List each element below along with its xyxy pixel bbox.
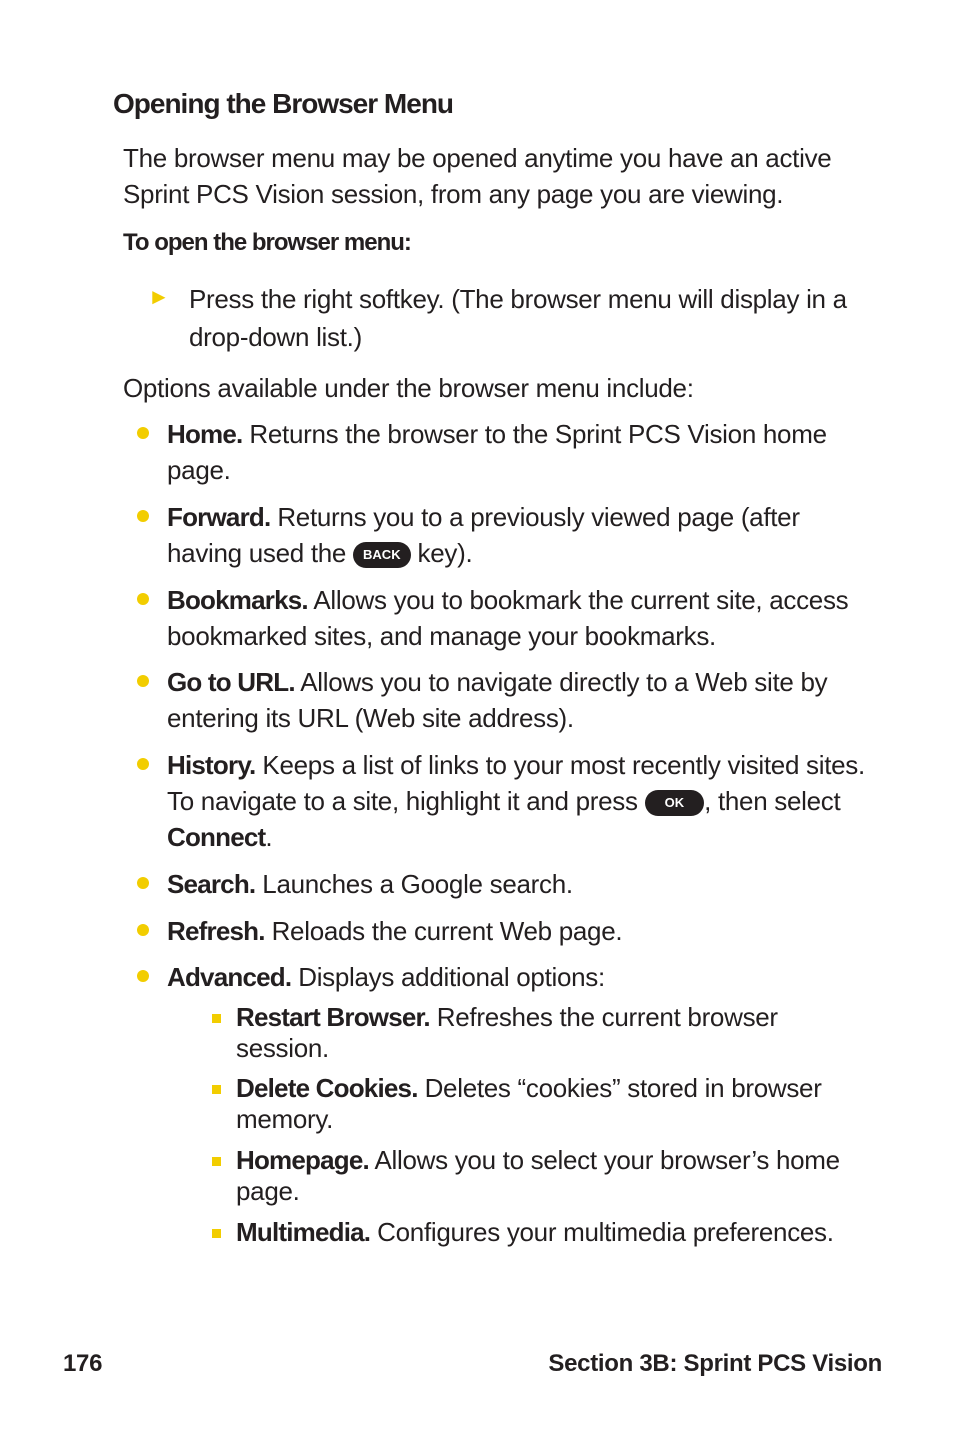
arrow-bullet-icon: ► xyxy=(148,284,170,309)
list-item-forward xyxy=(167,499,867,571)
sub-item-term: Homepage. xyxy=(236,1145,369,1175)
connect-label: Connect xyxy=(167,822,266,852)
bullet-icon xyxy=(137,758,149,770)
item-text: . xyxy=(265,822,273,852)
sub-item-term: Multimedia. xyxy=(236,1217,371,1247)
item-term: Go to URL. xyxy=(167,667,295,697)
page-heading: Opening the Browser Menu xyxy=(113,88,454,119)
bullet-icon xyxy=(137,427,149,439)
item-text: Reloads the current Web page. xyxy=(271,916,623,946)
item-term: Refresh. xyxy=(167,916,265,946)
intro-paragraph: The browser menu may be opened anytime you have an active Sprint PCS Vision session, from any page you are viewing. xyxy=(123,143,832,209)
list-item-bookmarks xyxy=(167,582,867,654)
item-term: Forward. xyxy=(167,502,271,532)
procedure-step: Press the right softkey. (The browser menu will display in a drop-down list.) xyxy=(189,284,847,352)
sub-item-homepage xyxy=(236,1145,856,1207)
sub-item-restart-browser xyxy=(236,1002,856,1064)
item-term: Search. xyxy=(167,869,256,899)
item-text: Keeps a list of links to your most recently visited sites. To navigate to a site, highlight it and press xyxy=(167,750,865,816)
procedure-title: To open the browser menu: xyxy=(123,229,411,256)
back-key-icon: BACK xyxy=(353,542,411,568)
page-number: 176 xyxy=(63,1350,103,1377)
section-title: Section 3B: Sprint PCS Vision xyxy=(548,1350,882,1377)
item-text: key). xyxy=(417,538,473,568)
item-text: , then select xyxy=(704,786,841,816)
item-text: Returns the browser to the Sprint PCS Vision home page. xyxy=(167,419,827,485)
square-bullet-icon xyxy=(212,1157,221,1166)
item-term: Home. xyxy=(167,419,243,449)
bullet-icon xyxy=(137,593,149,605)
list-item-search xyxy=(167,866,867,902)
sub-item-term: Delete Cookies. xyxy=(236,1073,418,1103)
item-text: Allows you to bookmark the current site, access bookmarked sites, and manage your bookmarks. xyxy=(167,585,849,651)
sub-item-text: Refreshes the current browser session. xyxy=(236,1002,778,1063)
sub-item-text: Configures your multimedia preferences. xyxy=(377,1217,834,1247)
sub-item-delete-cookies xyxy=(236,1073,856,1135)
item-text: Launches a Google search. xyxy=(262,869,573,899)
square-bullet-icon xyxy=(212,1085,221,1094)
list-item-home xyxy=(167,416,867,488)
sub-item-text: Allows you to select your browser’s home page. xyxy=(236,1145,840,1206)
options-intro: Options available under the browser menu include: xyxy=(123,373,694,403)
ok-key-icon: OK xyxy=(645,790,705,816)
list-item-refresh xyxy=(167,913,867,949)
sub-item-term: Restart Browser. xyxy=(236,1002,430,1032)
bullet-icon xyxy=(137,924,149,936)
item-term: History. xyxy=(167,750,256,780)
list-item-go-to-url xyxy=(167,664,867,736)
sub-item-multimedia xyxy=(236,1217,856,1248)
list-item-advanced xyxy=(167,959,867,995)
bullet-icon xyxy=(137,510,149,522)
sub-item-text: Deletes “cookies” stored in browser memory. xyxy=(236,1073,822,1134)
bullet-icon xyxy=(137,675,149,687)
item-text: Allows you to navigate directly to a Web site by entering its URL (Web site address). xyxy=(167,667,828,733)
bullet-icon xyxy=(137,970,149,982)
square-bullet-icon xyxy=(212,1014,221,1023)
square-bullet-icon xyxy=(212,1229,221,1238)
list-item-history xyxy=(167,747,867,855)
item-term: Bookmarks. xyxy=(167,585,308,615)
item-text: Returns you to a previously viewed page (after having used the xyxy=(167,502,800,568)
bullet-icon xyxy=(137,877,149,889)
item-text: Displays additional options: xyxy=(298,962,605,992)
item-term: Advanced. xyxy=(167,962,292,992)
